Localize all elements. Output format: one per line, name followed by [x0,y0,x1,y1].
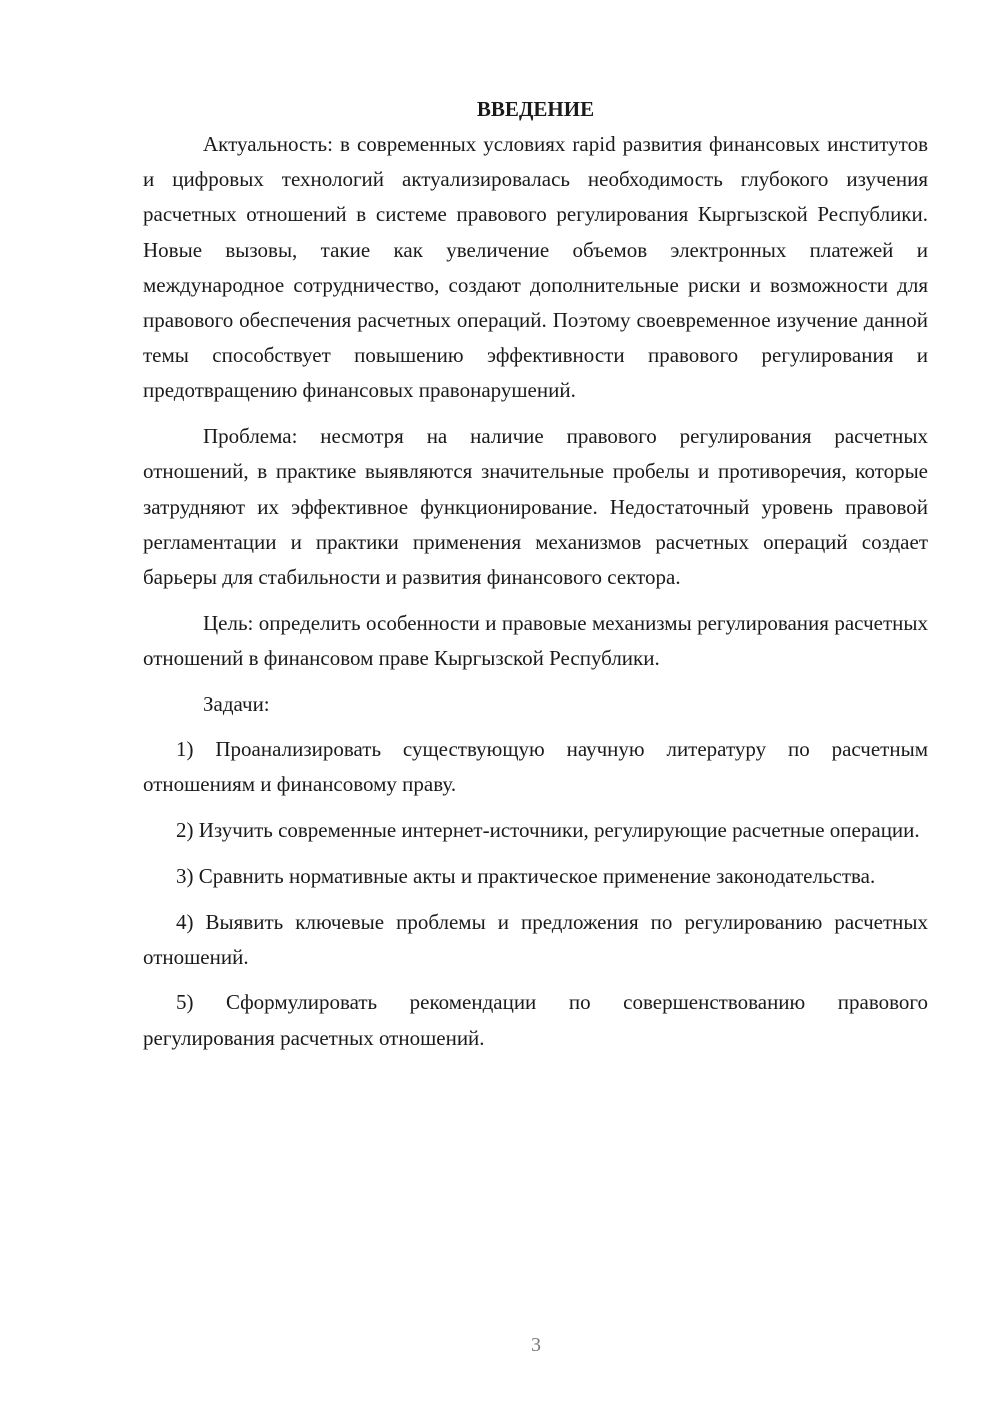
section-title: ВВЕДЕНИЕ [476,97,595,121]
paragraph-relevance: Актуальность: в современных условиях rapid развития финансовых институтов и цифровых технологий актуализировалась необходимость глубокого изучения расчетных отношений в системе правового регулирования Кыргызской Республики. Новые вызовы, такие как увеличение объемов электронных платежей и международное сотрудничество, создают дополнительные риски и возможности для правового обеспечения расчетных операций. Поэтому своевременное изучение данной темы способствует повышению эффективности правового регулирования и предотвращению финансовых правонарушений. [143,132,928,403]
page-number: 3 [531,1334,541,1356]
paragraph-goal: Цель: определить особенности и правовые механизмы регулирования расчетных отношений в финансовом праве Кыргызской Республики. [143,610,928,670]
task-item: 3) Сравнить нормативные акты и практическое применение законодательства. [176,863,876,888]
document-page [143,92,928,1066]
paragraph-problem: Проблема: несмотря на наличие правового регулирования расчетных отношений, в практике выявляются значительные пробелы и противоречия, которые затрудняют их эффективное функционирование. Недостаточный уровень правовой регламентации и практики применения механизмов расчетных операций создает барьеры для стабильности и развития финансового сектора. [143,424,928,589]
task-item: 2) Изучить современные интернет-источники, регулирующие расчетные операции. [176,818,920,843]
task-item: 4) Выявить ключевые проблемы и предложения по регулированию расчетных отношений. [143,909,928,969]
task-item: 1) Проанализировать существующую научную литературу по расчетным отношениям и финансовому праву. [143,737,928,797]
tasks-label: Задачи: [203,691,270,716]
task-item: 5) Сформулировать рекомендации по совершенствованию правового регулирования расчетных отношений. [143,990,928,1050]
